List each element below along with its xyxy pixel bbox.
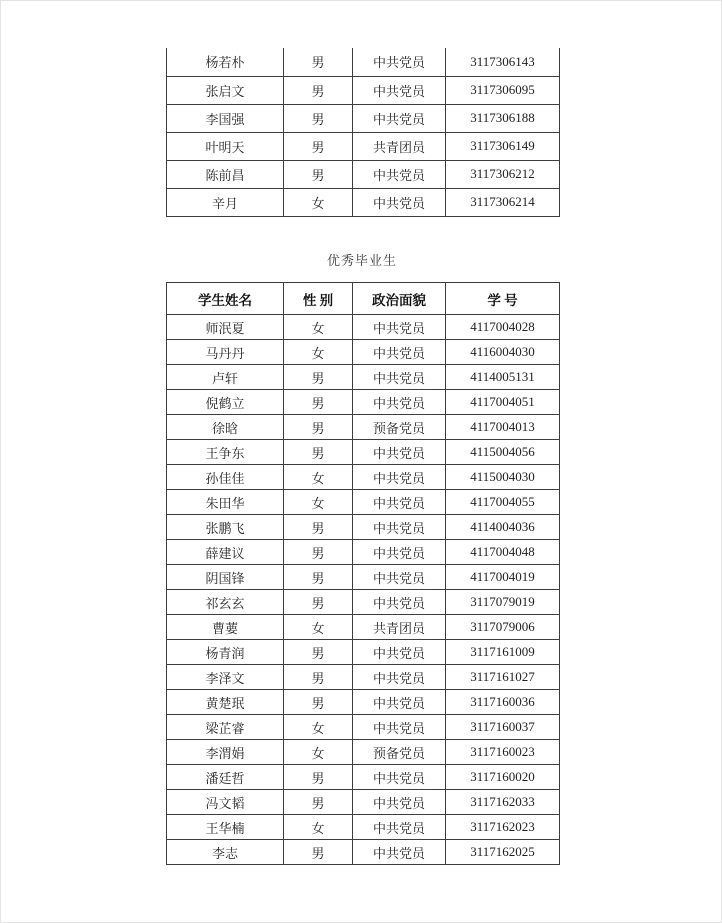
cell-political: 中共党员 — [353, 365, 446, 390]
cell-id: 3117079006 — [446, 615, 560, 640]
cell-political: 中共党员 — [353, 104, 446, 132]
cell-gender: 男 — [284, 565, 353, 590]
cell-gender: 男 — [284, 790, 353, 815]
cell-id: 4117004048 — [446, 540, 560, 565]
cell-name: 李志 — [167, 840, 284, 865]
continuation-table-body — [167, 48, 560, 216]
cell-gender: 女 — [284, 815, 353, 840]
cell-gender: 男 — [284, 440, 353, 465]
cell-id: 3117306149 — [446, 132, 560, 160]
cell-name: 孙佳佳 — [167, 465, 284, 490]
cell-gender: 女 — [284, 315, 353, 340]
table-row — [167, 415, 560, 440]
cell-name: 倪鹤立 — [167, 390, 284, 415]
cell-id: 4117004051 — [446, 390, 560, 415]
cell-gender: 男 — [284, 160, 353, 188]
cell-name: 李渭娟 — [167, 740, 284, 765]
cell-gender: 女 — [284, 615, 353, 640]
cell-name: 薛建议 — [167, 540, 284, 565]
cell-political: 中共党员 — [353, 188, 446, 216]
table-row — [167, 315, 560, 340]
cell-name: 杨青润 — [167, 640, 284, 665]
cell-gender: 男 — [284, 665, 353, 690]
table-row — [167, 440, 560, 465]
cell-gender: 男 — [284, 640, 353, 665]
cell-political: 中共党员 — [353, 590, 446, 615]
cell-political: 中共党员 — [353, 540, 446, 565]
cell-name: 卢轩 — [167, 365, 284, 390]
cell-political: 中共党员 — [353, 815, 446, 840]
cell-name: 李泽文 — [167, 665, 284, 690]
cell-id: 4117004055 — [446, 490, 560, 515]
cell-name: 马丹丹 — [167, 340, 284, 365]
cell-name: 黄楚珉 — [167, 690, 284, 715]
cell-gender: 男 — [284, 365, 353, 390]
table-header-row — [167, 283, 560, 315]
cell-political: 中共党员 — [353, 465, 446, 490]
cell-id: 4115004030 — [446, 465, 560, 490]
table-row — [167, 640, 560, 665]
cell-name: 阴国锋 — [167, 565, 284, 590]
cell-gender: 男 — [284, 690, 353, 715]
cell-name: 王华楠 — [167, 815, 284, 840]
header-political-status: 政治面貌 — [353, 283, 446, 315]
cell-name: 李国强 — [167, 104, 284, 132]
table-row — [167, 465, 560, 490]
cell-id: 3117160023 — [446, 740, 560, 765]
table-row — [167, 715, 560, 740]
cell-political: 中共党员 — [353, 160, 446, 188]
cell-name: 祁玄玄 — [167, 590, 284, 615]
cell-name: 朱田华 — [167, 490, 284, 515]
cell-political: 中共党员 — [353, 715, 446, 740]
cell-gender: 男 — [284, 48, 353, 76]
cell-name: 曹葽 — [167, 615, 284, 640]
cell-id: 3117160020 — [446, 765, 560, 790]
table-row — [167, 188, 560, 216]
header-student-name: 学生姓名 — [167, 283, 284, 315]
table-row — [167, 665, 560, 690]
section-title: 优秀毕业生 — [326, 253, 397, 268]
cell-id: 4114005131 — [446, 365, 560, 390]
table-row — [167, 104, 560, 132]
cell-name: 王争东 — [167, 440, 284, 465]
cell-name: 杨若朴 — [167, 48, 284, 76]
cell-name: 冯文韬 — [167, 790, 284, 815]
cell-political: 中共党员 — [353, 490, 446, 515]
cell-id: 3117162025 — [446, 840, 560, 865]
cell-political: 中共党员 — [353, 665, 446, 690]
cell-political: 共青团员 — [353, 615, 446, 640]
cell-gender: 男 — [284, 104, 353, 132]
cell-id: 4114004036 — [446, 515, 560, 540]
cell-id: 3117306188 — [446, 104, 560, 132]
cell-gender: 男 — [284, 840, 353, 865]
table-row — [167, 490, 560, 515]
cell-political: 预备党员 — [353, 740, 446, 765]
cell-name: 徐晗 — [167, 415, 284, 440]
cell-gender: 男 — [284, 415, 353, 440]
cell-id: 3117161009 — [446, 640, 560, 665]
cell-name: 张启文 — [167, 76, 284, 104]
table-row — [167, 160, 560, 188]
outstanding-graduates-table — [166, 282, 560, 865]
cell-id: 4116004030 — [446, 340, 560, 365]
cell-political: 中共党员 — [353, 790, 446, 815]
cell-gender: 女 — [284, 490, 353, 515]
cell-gender: 男 — [284, 132, 353, 160]
cell-name: 张鹏飞 — [167, 515, 284, 540]
table-row — [167, 76, 560, 104]
table-row — [167, 840, 560, 865]
cell-gender: 男 — [284, 765, 353, 790]
cell-name: 叶明天 — [167, 132, 284, 160]
graduates-table-body — [167, 315, 560, 865]
cell-gender: 女 — [284, 465, 353, 490]
table-row — [167, 765, 560, 790]
cell-id: 3117306214 — [446, 188, 560, 216]
cell-political: 共青团员 — [353, 132, 446, 160]
cell-gender: 女 — [284, 715, 353, 740]
table-row — [167, 390, 560, 415]
table-row — [167, 515, 560, 540]
cell-name: 陈前昌 — [167, 160, 284, 188]
cell-id: 3117160037 — [446, 715, 560, 740]
cell-id: 3117306212 — [446, 160, 560, 188]
cell-political: 中共党员 — [353, 690, 446, 715]
cell-political: 中共党员 — [353, 48, 446, 76]
table-row — [167, 565, 560, 590]
cell-gender: 女 — [284, 340, 353, 365]
cell-name: 辛月 — [167, 188, 284, 216]
header-gender: 性 别 — [284, 283, 353, 315]
cell-id: 4117004019 — [446, 565, 560, 590]
cell-name: 梁芷睿 — [167, 715, 284, 740]
cell-gender: 男 — [284, 76, 353, 104]
cell-id: 4117004028 — [446, 315, 560, 340]
table-row — [167, 615, 560, 640]
cell-name: 潘廷哲 — [167, 765, 284, 790]
cell-political: 中共党员 — [353, 640, 446, 665]
cell-political: 中共党员 — [353, 390, 446, 415]
table-row — [167, 340, 560, 365]
cell-political: 中共党员 — [353, 765, 446, 790]
table-row — [167, 590, 560, 615]
table-row — [167, 132, 560, 160]
cell-political: 中共党员 — [353, 440, 446, 465]
cell-political: 中共党员 — [353, 840, 446, 865]
table-row — [167, 48, 560, 76]
table-row — [167, 790, 560, 815]
cell-id: 3117079019 — [446, 590, 560, 615]
cell-id: 3117306095 — [446, 76, 560, 104]
cell-gender: 男 — [284, 390, 353, 415]
cell-id: 3117306143 — [446, 48, 560, 76]
cell-name: 师泯夏 — [167, 315, 284, 340]
cell-political: 中共党员 — [353, 315, 446, 340]
table-row — [167, 365, 560, 390]
table-row — [167, 740, 560, 765]
cell-gender: 女 — [284, 740, 353, 765]
cell-id: 3117161027 — [446, 665, 560, 690]
cell-gender: 女 — [284, 188, 353, 216]
cell-id: 3117162023 — [446, 815, 560, 840]
table-row — [167, 540, 560, 565]
continuation-student-table — [166, 48, 560, 217]
header-student-id: 学 号 — [446, 283, 560, 315]
cell-political: 中共党员 — [353, 76, 446, 104]
cell-gender: 男 — [284, 515, 353, 540]
cell-id: 4115004056 — [446, 440, 560, 465]
table-row — [167, 690, 560, 715]
cell-gender: 男 — [284, 540, 353, 565]
cell-id: 3117160036 — [446, 690, 560, 715]
cell-id: 3117162033 — [446, 790, 560, 815]
cell-political: 中共党员 — [353, 340, 446, 365]
cell-political: 中共党员 — [353, 515, 446, 540]
cell-political: 中共党员 — [353, 565, 446, 590]
cell-gender: 男 — [284, 590, 353, 615]
cell-id: 4117004013 — [446, 415, 560, 440]
table-row — [167, 815, 560, 840]
cell-political: 预备党员 — [353, 415, 446, 440]
